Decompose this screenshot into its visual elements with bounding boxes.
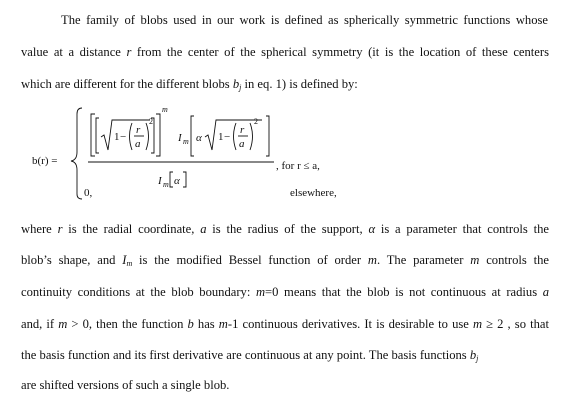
- paragraph-2-line-6: are shifted versions of such a single blob.: [21, 378, 230, 392]
- paren-right-2: [250, 123, 253, 150]
- svg-text:−: −: [120, 131, 127, 143]
- svg-text:a: a: [135, 138, 141, 150]
- paragraph-1-line-1: The family of blobs used in our work is defined as spherically symmetric functions whose: [61, 13, 548, 27]
- paren-left-1: [130, 123, 133, 150]
- bracket-right-denominator: [183, 172, 186, 187]
- condition-1: , for r ≤ a,: [276, 160, 320, 172]
- paren-right-1: [146, 123, 149, 150]
- paragraph-2-line-2: blob’s shape, and $I_m$ is the modified Bessel function of order m. The parameter m controls the: [21, 253, 549, 268]
- left-brace: [71, 108, 82, 199]
- bracket-left-1: [91, 114, 95, 156]
- svg-text:1: 1: [218, 131, 224, 143]
- paragraph-2-line-1: where r is the radial coordinate, a is the radius of the support, α is a parameter that controls the: [21, 222, 549, 236]
- paragraph-2-line-4: and, if m > 0, then the function b has m-1 continuous derivatives. It is desirable to use m ≥ 2 , so that: [21, 317, 549, 331]
- svg-text:m: m: [162, 105, 168, 114]
- svg-text:I: I: [158, 175, 162, 187]
- case-zero: 0,: [84, 187, 93, 199]
- paragraph-2-line-5: the basis function and its first derivative are continuous at any point. The basis functions $b_j$: [21, 348, 479, 363]
- svg-text:α: α: [196, 132, 202, 144]
- svg-text:1: 1: [114, 131, 120, 143]
- svg-text:a: a: [239, 138, 245, 150]
- svg-text:m: m: [183, 137, 189, 146]
- bracket-left-1b: [96, 118, 99, 153]
- paragraph-1-line-2: value at a distance r from the center of the spherical symmetry (it is the location of these centers: [21, 45, 549, 59]
- svg-text:r: r: [240, 124, 245, 136]
- condition-2: elsewhere,: [290, 187, 337, 199]
- bracket-left-denominator: [170, 172, 173, 187]
- paragraph-1-line-3: which are different for the different blobs $b_j$ in eq. 1) is defined by:: [21, 77, 358, 92]
- svg-text:−: −: [224, 131, 231, 143]
- svg-text:2: 2: [254, 117, 258, 126]
- paragraph-2-line-3: continuity conditions at the blob boundary: m=0 means that the blob is not continuous at radius a: [21, 285, 549, 299]
- bracket-left-2: [191, 116, 194, 156]
- bracket-right-1: [156, 114, 160, 156]
- svg-text:α: α: [174, 175, 180, 187]
- equation-lhs: b(r) =: [32, 155, 58, 167]
- svg-text:I: I: [178, 132, 182, 144]
- bracket-right-2: [266, 116, 269, 156]
- svg-text:m: m: [163, 180, 169, 189]
- paren-left-2: [234, 123, 237, 150]
- svg-text:r: r: [136, 124, 141, 136]
- svg-text:2: 2: [149, 117, 153, 126]
